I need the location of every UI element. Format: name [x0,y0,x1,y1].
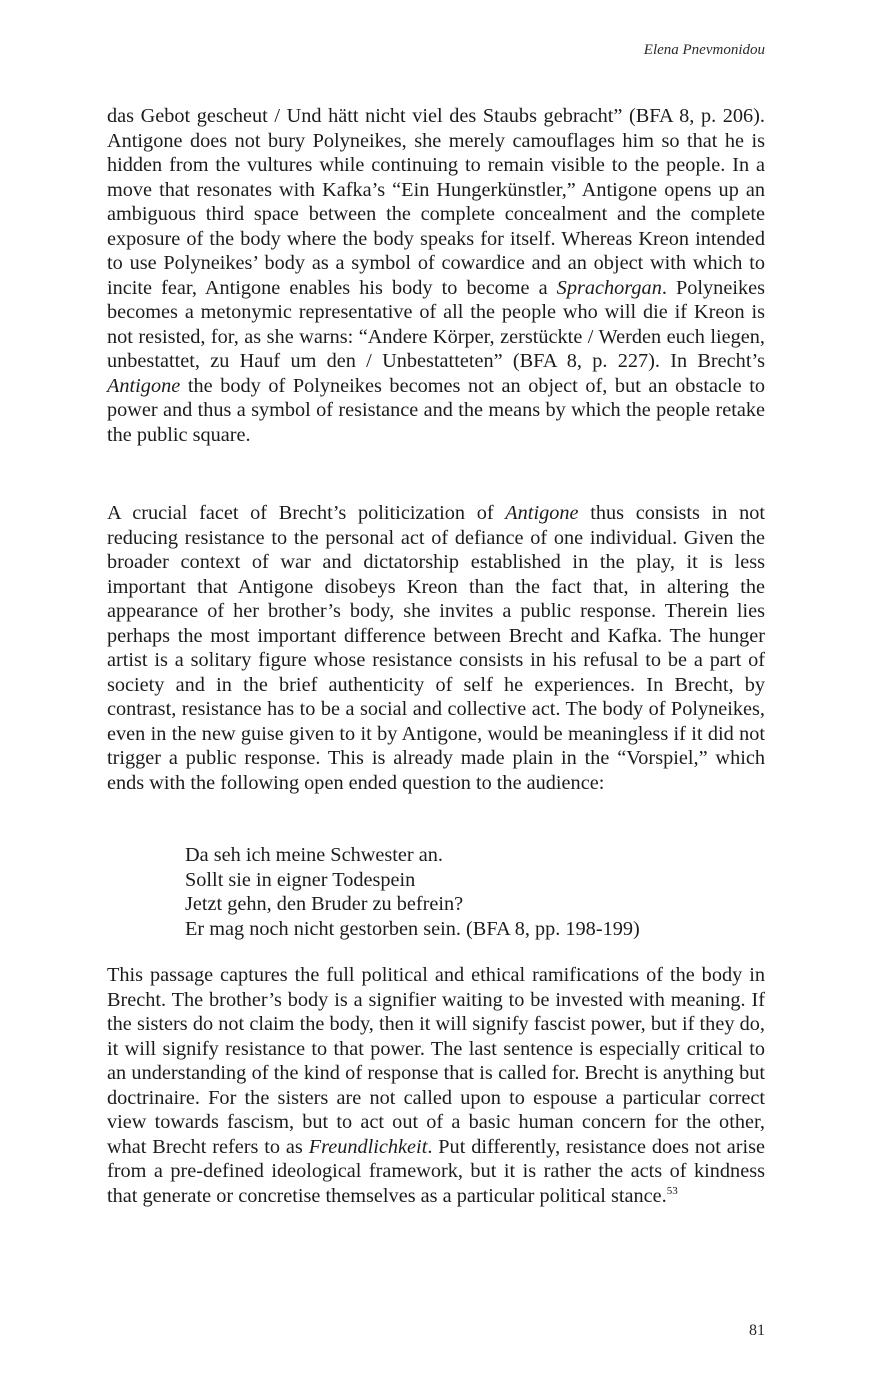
paragraph-2-text [107,501,765,795]
italic-title-antigone: Antigone [505,502,579,524]
paragraph-2 [107,501,765,795]
paragraph-3-text [107,963,765,1208]
paragraph-2-segment: thus consists in not reducing resistance to the personal act of defiance of one individual. Given the broader context of war and dictatorship established in the play, it is less important that Antigone disobeys Kreon than the fact that, in altering the appearance of her brother’s body, she invites a public response. Therein lies perhaps the most important difference between Brecht and Kafka. The hunger artist is a solitary figure whose resistance consists in his refusal to be a part of society and in the brief authenticity of self he experiences. In Brecht, by contrast, resistance has to be a social and collective act. The body of Polyneikes, even in the new guise given to it by Antigone, would be meaningless if it did not trigger a public response. This is already made plain in the “Vorspiel,” which ends with the following open ended question to the audience: [107,502,765,794]
running-head-author: Elena Pnevmonidou [643,42,765,58]
paragraph-1 [107,104,765,447]
verse-line: Sollt sie in eigner Todespein [185,868,416,891]
paragraph-3-segment: . Put differently, resistance does not arise from a pre-defined ideological framework, but it is rather the acts of kindness that generate or concretise themselves as a particular political stance. [107,1135,766,1207]
verse-line: Jetzt gehn, den Bruder zu befrein? [185,893,464,915]
page-number: 81 [749,1322,765,1339]
italic-term-freundlichkeit: Freundlichkeit [308,1135,428,1158]
paragraph-1-text [107,104,765,447]
paragraph-1-segment: . Polyneikes becomes a metonymic representative of all the people who will die if Kreon is not resisted, for, as she warns: “Andere Körper, zerstückte / Werden euch liegen, unbestattet, zu Hauf um den / Unbestatteten” (BFA 8, p. 227). In Brecht’s [107,276,765,372]
paragraph-1-segment: das Gebot gescheut / Und hätt nicht viel des Staubs gebracht” (BFA 8, p. 206). Antigone does not bury Polyneikes, she merely camouflages him so that he is hidden from the vultures while continuing to remain visible to the people. In a move that resonates with Kafka’s “Ein Hungerkünstler,” Antigone opens up an ambiguous third space between the complete concealment and the complete exposure of the body where the body speaks for itself. Whereas Kreon intended to use Polyneikes’ body as a symbol of cowardice and an object with which to incite fear, Antigone enables his body to become a [107,105,765,299]
italic-term-sprachorgan: Sprachorgan [556,276,662,299]
footnote-reference[interactable]: 53 [666,1184,678,1197]
paragraph-3 [107,963,765,1208]
italic-title-antigone: Antigone [107,374,181,397]
verse-quotation [185,843,640,941]
verse-line: Da seh ich meine Schwester an. [185,844,443,866]
paragraph-2-segment: A crucial facet of Brecht’s politicization of [107,502,506,524]
verse-line: Er mag noch nicht gestorben sein. (BFA 8, pp. 198-199) [185,917,640,940]
paragraph-1-segment: the body of Polyneikes becomes not an object of, but an obstacle to power and thus a symbol of resistance and the means by which the people retake the public square. [107,374,765,446]
paragraph-3-segment: This passage captures the full political and ethical ramifications of the body in Brecht. The brother’s body is a signifier waiting to be invested with meaning. If the sisters do not claim the body, then it will signify fascist power, but if they do, it will signify resistance to that power. The last sentence is especially critical to an understanding of the kind of response that is called for. Brecht is anything but doctrinaire. For the sisters are not called upon to espouse a particular correct view towards fascism, but to act out of a basic human concern for the other, what Brecht refers to as [107,964,765,1158]
